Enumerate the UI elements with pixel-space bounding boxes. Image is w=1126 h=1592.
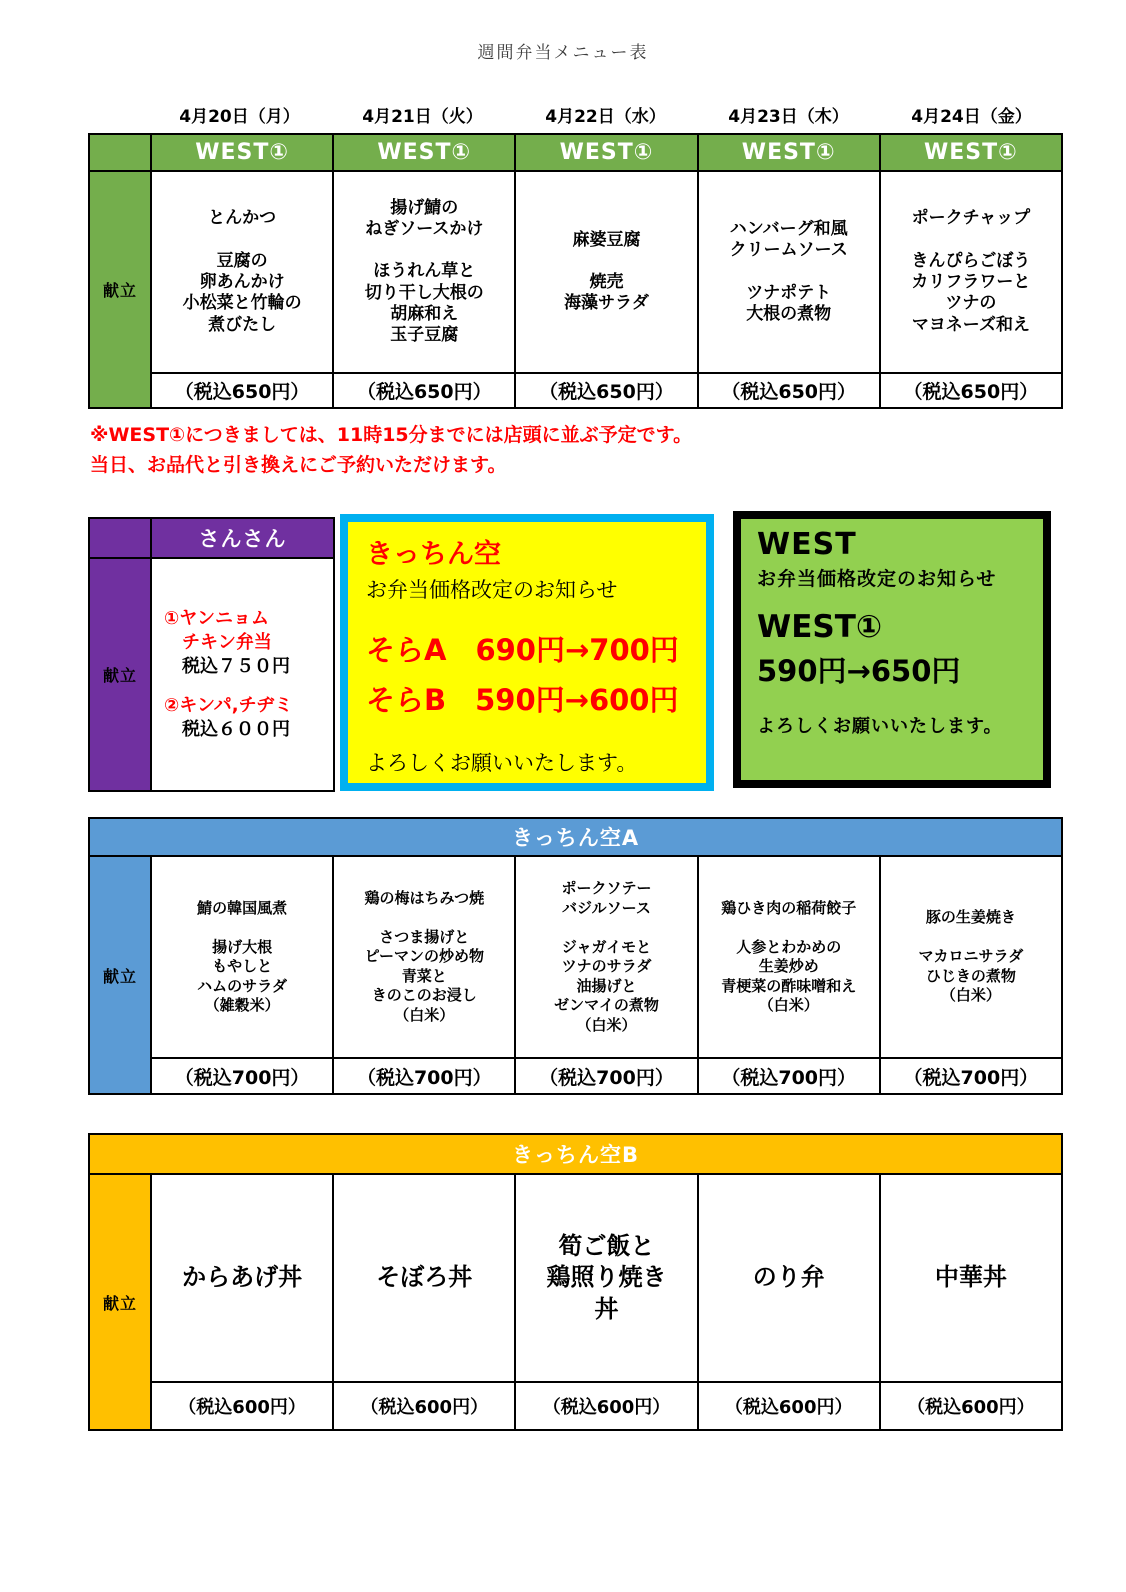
kitchen-sora-a-table <box>88 817 1063 1095</box>
west-menu-row-label: 献立 <box>90 172 150 407</box>
sansan-corner-cell <box>90 519 150 557</box>
west-price-cell-monday: （税込650円） <box>152 374 332 407</box>
sansan-item2-price: 税込６００円 <box>182 719 290 741</box>
kitchen-b-price-cell-monday: （税込600円） <box>152 1383 332 1429</box>
sansan-header: さんさん <box>152 519 333 557</box>
west-column-header-monday: WEST① <box>152 135 332 170</box>
kitchen-sora-price-notice-box <box>340 514 714 791</box>
west-menu-cell-thursday: ハンバーグ和風 クリームソース ツナポテト 大根の煮物 <box>699 172 879 372</box>
kitchen-a-menu-cell-tuesday: 鶏の梅はちみつ焼 さつま揚げと ピーマンの炒め物 青菜と きのこのお浸し （白米） <box>334 857 514 1057</box>
sora-a-price-change: そらA 690円→700円 <box>366 633 679 667</box>
kitchen-b-price-cell-wednesday: （税込600円） <box>516 1383 696 1429</box>
sora-notice-title: きっちん空 <box>366 539 501 570</box>
notice-line-2: 当日、お品代と引き換えにご予約いただけます。 <box>90 454 507 477</box>
west-menu-cell-wednesday: 麻婆豆腐 焼売 海藻サラダ <box>516 172 696 372</box>
sansan-item1-price: 税込７５０円 <box>182 655 290 677</box>
west-menu-cell-monday: とんかつ 豆腐の 卵あんかけ 小松菜と竹輪の 煮びたし <box>152 172 332 372</box>
kitchen-sora-b-table <box>88 1133 1063 1431</box>
kitchen-b-menu-cell-monday: からあげ丼 <box>152 1175 332 1381</box>
west-column-header-thursday: WEST① <box>699 135 879 170</box>
west-table-corner-cell <box>90 135 150 170</box>
sansan-menu-cell <box>152 559 333 790</box>
dates-row <box>88 102 1063 127</box>
west-pickup-notice <box>90 420 692 481</box>
kitchen-b-menu-cell-wednesday: 筍ご飯と 鶏照り焼き 丼 <box>516 1175 696 1381</box>
date-wednesday: 4月22日（水） <box>545 107 666 127</box>
west-price-notice-box <box>733 511 1051 788</box>
kitchen-a-price-cell-wednesday: （税込700円） <box>516 1059 696 1093</box>
kitchen-a-menu-cell-thursday: 鶏ひき肉の稲荷餃子 人参とわかめの 生姜炒め 青梗菜の酢味噌和え （白米） <box>699 857 879 1057</box>
kitchen-b-row-label: 献立 <box>90 1175 150 1429</box>
kitchen-a-menu-cell-wednesday: ポークソテー バジルソース ジャガイモと ツナのサラダ 油揚げと ゼンマイの煮物 （白米） <box>516 857 696 1057</box>
west-notice-title: WEST <box>757 527 857 562</box>
kitchen-a-price-cell-thursday: （税込700円） <box>699 1059 879 1093</box>
kitchen-b-menu-cell-tuesday: そぼろ丼 <box>334 1175 514 1381</box>
kitchen-b-menu-cell-friday: 中華丼 <box>881 1175 1061 1381</box>
kitchen-a-price-cell-tuesday: （税込700円） <box>334 1059 514 1093</box>
kitchen-b-menu-cell-thursday: のり弁 <box>699 1175 879 1381</box>
west-column-header-friday: WEST① <box>881 135 1061 170</box>
date-monday: 4月20日（月） <box>179 107 300 127</box>
date-friday: 4月24日（金） <box>911 107 1032 127</box>
kitchen-a-menu-cell-monday: 鯖の韓国風煮 揚げ大根 もやしと ハムのサラダ （雑穀米） <box>152 857 332 1057</box>
west-notice-closing: よろしくお願いいたします。 <box>757 716 1003 737</box>
kitchen-a-price-cell-monday: （税込700円） <box>152 1059 332 1093</box>
west-price-cell-wednesday: （税込650円） <box>516 374 696 407</box>
west-price-cell-tuesday: （税込650円） <box>334 374 514 407</box>
kitchen-b-price-cell-thursday: （税込600円） <box>699 1383 879 1429</box>
date-thursday: 4月23日（木） <box>728 107 849 127</box>
kitchen-b-price-cell-tuesday: （税込600円） <box>334 1383 514 1429</box>
west-price-change: 590円→650円 <box>757 654 961 688</box>
kitchen-b-header: きっちん空B <box>90 1135 1061 1173</box>
west-menu-cell-tuesday: 揚げ鯖の ねぎソースかけ ほうれん草と 切り干し大根の 胡麻和え 玉子豆腐 <box>334 172 514 372</box>
sansan-menu-table <box>88 517 335 792</box>
west-column-header-wednesday: WEST① <box>516 135 696 170</box>
kitchen-a-header: きっちん空A <box>90 819 1061 855</box>
sansan-item1-name-line2: チキン弁当 <box>182 631 272 653</box>
kitchen-a-row-label: 献立 <box>90 857 150 1093</box>
west-price-cell-friday: （税込650円） <box>881 374 1061 407</box>
west-menu-cell-friday: ポークチャップ きんぴらごぼう カリフラワーと ツナの マヨネーズ和え <box>881 172 1061 372</box>
west-price-cell-thursday: （税込650円） <box>699 374 879 407</box>
notice-line-1: ※WEST①につきましては、11時15分までには店頭に並ぶ予定です。 <box>90 424 693 446</box>
sansan-item2-name: ②キンパ,チヂミ <box>164 695 293 717</box>
west-notice-subtitle: お弁当価格改定のお知らせ <box>757 568 997 590</box>
sora-notice-subtitle: お弁当価格改定のお知らせ <box>366 578 618 602</box>
sora-notice-closing: よろしくお願いいたします。 <box>366 751 638 775</box>
kitchen-b-price-cell-friday: （税込600円） <box>881 1383 1061 1429</box>
kitchen-a-menu-cell-friday: 豚の生姜焼き マカロニサラダ ひじきの煮物 （白米） <box>881 857 1061 1057</box>
west-notice-product: WEST① <box>757 609 883 645</box>
kitchen-a-price-cell-friday: （税込700円） <box>881 1059 1061 1093</box>
date-tuesday: 4月21日（火） <box>362 107 483 127</box>
sora-b-price-change: そらB 590円→600円 <box>366 683 679 717</box>
sansan-row-label: 献立 <box>90 559 150 790</box>
sansan-item1-name-line1: ①ヤンニョム <box>164 608 270 630</box>
west-menu-table <box>88 133 1063 409</box>
dates-spacer <box>88 102 148 127</box>
page-title: 週間弁当メニュー表 <box>477 43 649 63</box>
west-column-header-tuesday: WEST① <box>334 135 514 170</box>
